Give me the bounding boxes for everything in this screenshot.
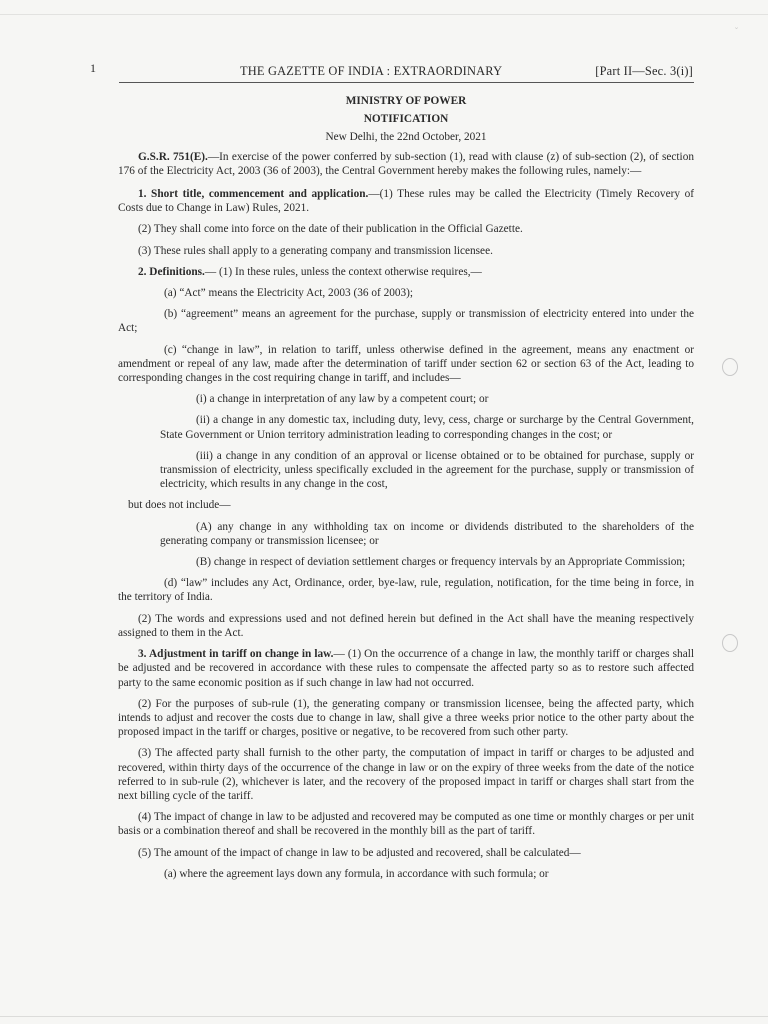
punch-hole-icon (722, 634, 738, 652)
document-body (118, 92, 694, 881)
rule-2-clause-b: (b) “agreement” means an agreement for the purchase, supply or transmission of electricity entered into under the Act; (118, 308, 694, 335)
rule-2-clause-c: (c) “change in law”, in relation to tariff, unless otherwise defined in the agreement, means any enactment or amendment or repeal of any law, made after the determination of tariff under section 62 or section 63 of the Act, leading to corresponding changes in the cost requiring change in tariff, and includes— (118, 343, 694, 385)
rule-1-heading: 1. Short title, commencement and application. (138, 188, 369, 201)
rule-2-clause-c-B: (B) change in respect of deviation settlement charges or frequency intervals by an Appropriate Commission; (196, 556, 686, 569)
rule-2-clause-c-ii: (ii) a change in any domestic tax, including duty, levy, cess, charge or surcharge by the Central Government, State Government or Union territory administration leading to corresponding changes in the cost; or (160, 414, 694, 441)
rule-3-text: — (1) On the occurrence of a change in law, the monthly tariff or charges shall be adjusted and be recovered in accordance with these rules to compensate the affected party so as to restore such affected party to the same economic position as if such change in law had not occurred. (118, 648, 694, 689)
rule-2-text: — (1) In these rules, unless the context otherwise requires,— (204, 265, 482, 278)
page-number: 1 (90, 61, 96, 75)
rule-3-sub-2: (2) For the purposes of sub-rule (1), the generating company or transmission licensee, being the affected party, which intends to adjust and recover the costs due to change in law, shall give a three weeks prior notice to the other party about the proposed impact in the tariff or charges, positive or negative, to be recovered from such other party. (118, 697, 694, 739)
rule-3-sub-3: (3) The affected party shall furnish to the other party, the computation of impact in tariff or charges to be adjusted and recovered, within thirty days of the occurrence of the change in law or on the expiry of three weeks from the date of the notice referred to in sub-rule (2), whichever is later, and the recovery of the proposed impact in tariff or charges shall start from the next billing cycle of the tariff. (118, 747, 694, 802)
part-section: [Part II—Sec. 3(i)] (595, 64, 693, 78)
gazette-title: THE GAZETTE OF INDIA : EXTRAORDINARY (240, 64, 503, 78)
header-rule (119, 82, 694, 83)
gsr-number: G.S.R. 751(E). (138, 150, 208, 163)
rule-2-sub-2: (2) The words and expressions used and not defined herein but defined in the Act shall have the meaning respectively assigned to them in the Act. (118, 612, 694, 639)
preamble (118, 150, 694, 178)
rule-2-clause-c-i: (i) a change in interpretation of any law by a competent court; or (196, 393, 489, 406)
rule-2 (118, 265, 694, 279)
rule-1-text: —(1) These rules may be called the Electricity (Timely Recovery of Costs due to Change in Law) Rules, 2021. (118, 188, 694, 215)
place-date: New Delhi, the 22nd October, 2021 (325, 131, 487, 144)
rule-2-clause-a: (a) “Act” means the Electricity Act, 2003 (36 of 2003); (164, 287, 414, 300)
scan-mark: ˘ (735, 26, 738, 36)
rule-1-sub-2: (2) They shall come into force on the date of their publication in the Official Gazette. (138, 223, 523, 236)
ministry-heading: MINISTRY OF POWER (345, 95, 467, 107)
preamble-text: —In exercise of the power conferred by sub-section (1), read with clause (z) of sub-section (2), of section 176 of the Electricity Act, 2003 (36 of 2003), the Central Government hereby makes the following rules, namely:— (118, 150, 694, 177)
rule-2-heading: 2. Definitions. (138, 265, 205, 278)
rule-2-clause-c-A: (A) any change in any withholding tax on income or dividends distributed to the shareholders of the generating company or transmission licensee; or (160, 520, 694, 547)
page-edge-bottom (0, 1016, 768, 1017)
rule-3-heading: 3. Adjustment in tariff on change in law. (138, 648, 334, 661)
notification-heading: NOTIFICATION (363, 113, 449, 126)
rule-1 (118, 187, 694, 215)
punch-hole-icon (722, 358, 738, 376)
page-edge-top (0, 14, 768, 15)
rule-2-clause-c-iii: (iii) a change in any condition of an approval or license obtained or to be obtained for purchase, supply or transmission of electricity, unless specifically excluded in the agreement for the purchase, supply or transmission of electricity, which results in any change in the cost, (160, 449, 694, 491)
rule-3 (118, 647, 694, 690)
rule-2-exclusion: but does not include— (128, 499, 231, 512)
rule-1-sub-3: (3) These rules shall apply to a generating company and transmission licensee. (138, 244, 493, 257)
rule-3-sub-5-a: (a) where the agreement lays down any formula, in accordance with such formula; or (164, 867, 549, 880)
rule-2-clause-d: (d) “law” includes any Act, Ordinance, order, bye-law, rule, regulation, notification, for the time being in force, in the territory of India. (118, 577, 694, 604)
rule-3-sub-5: (5) The amount of the impact of change in law to be adjusted and recovered, shall be calculated— (138, 846, 581, 859)
rule-3-sub-4: (4) The impact of change in law to be adjusted and recovered may be computed as one time or monthly charges or per unit basis or a combination thereof and shall be recovered in the monthly bill as the part of tariff. (118, 811, 694, 838)
